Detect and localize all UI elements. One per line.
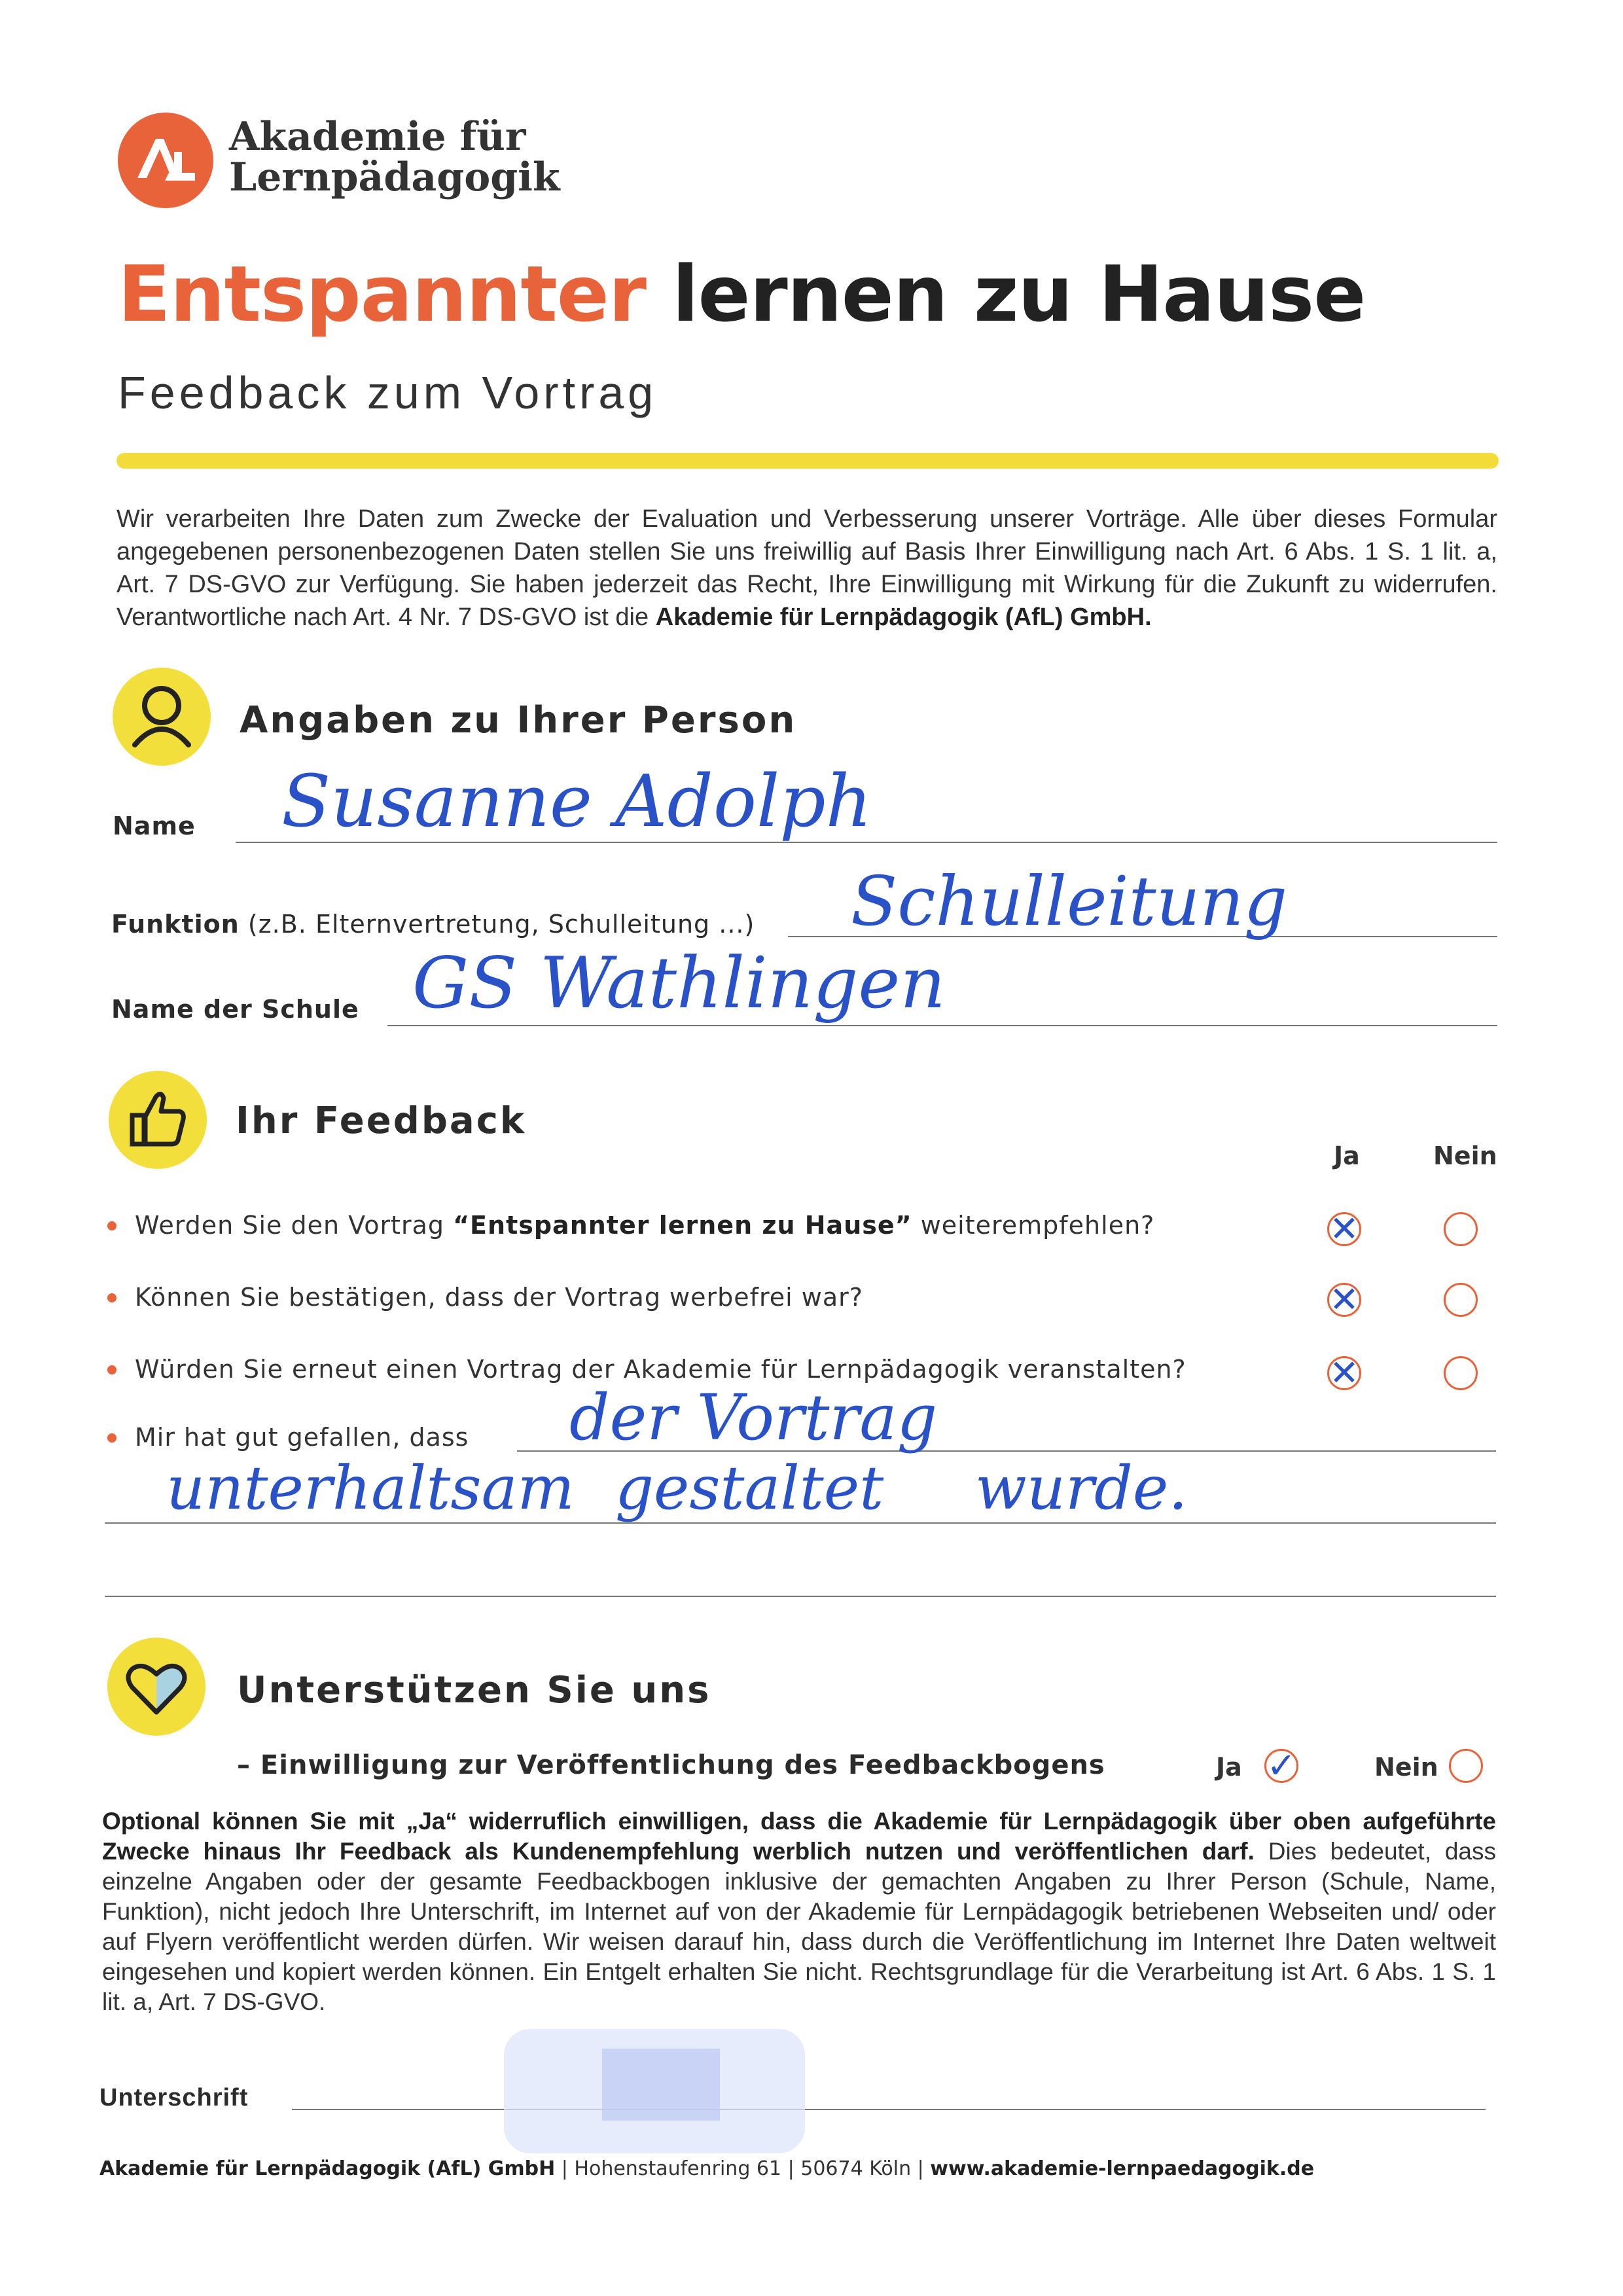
signature-label: Unterschrift <box>99 2084 249 2111</box>
function-label-text: Funktion <box>111 910 240 939</box>
consent-body: Dies bedeutet, dass einzelne Angaben oder der gesamte Feedbackbogen inklusive der gemachten Angaben zu Ihrer Person (Schule, Name, Funktion), nicht jedoch Ihre Unterschrift, im Internet auf von der Akademie für Lernpädagogik betriebenen Webseiten und/ oder auf Flyern veröffentlicht werden dürfen. Wir weisen darauf hin, dass durch die Veröffentlichung im Internet Ihre Daten weltweit eingesehen und kopiert werden können. Ein Entgelt erhalten Sie nicht. Rechtsgrundlage für die Verarbeitung ist Art. 6 Abs. 1 S. 1 lit. a, Art. 7 DS-GVO. <box>102 1838 1496 2015</box>
consent-yes-radio[interactable]: ✓ <box>1264 1749 1298 1783</box>
privacy-intro <box>116 503 1497 634</box>
divider-bar <box>116 453 1499 469</box>
consent-bold: Optional können Sie mit „Ja“ widerruflich einwilligen, dass die Akademie für Lernpädagogik über oben aufgeführte Zwecke hinaus Ihr Feedback als Kundenempfehlung werblich nutzen und veröffentlichen darf. <box>102 1808 1496 1865</box>
brand-line2: Lernpädagogik <box>229 154 560 200</box>
answer-text-1[interactable]: der Vortrag <box>569 1381 938 1454</box>
logo-icon <box>118 113 213 208</box>
function-hint: (z.B. Elternvertretung, Schulleitung ...) <box>239 910 755 939</box>
q2-yes-radio[interactable]: ✕ <box>1327 1283 1361 1317</box>
support-heading: Unterstützen Sie uns <box>237 1669 711 1712</box>
answer-line-3 <box>105 1596 1496 1597</box>
footer-website[interactable]: www.akademie-lernpaedagogik.de <box>930 2157 1315 2180</box>
question-3: Würden Sie erneut einen Vortrag der Akademie für Lernpädagogik veranstalten? <box>135 1355 1186 1384</box>
q2-no-radio[interactable] <box>1444 1283 1478 1317</box>
signature-line <box>292 2109 1486 2110</box>
person-icon <box>113 668 211 766</box>
signature-redacted-core <box>602 2049 720 2121</box>
footer-address: | Hohenstaufenring 61 | 50674 Köln | <box>555 2157 931 2180</box>
function-field[interactable]: Schulleitung <box>851 861 1288 941</box>
bullet <box>107 1293 116 1302</box>
bullet <box>107 1365 116 1374</box>
question-4: Mir hat gut gefallen, dass <box>135 1423 469 1452</box>
page-title <box>118 249 1365 339</box>
feedback-heading: Ihr Feedback <box>236 1100 527 1142</box>
column-yes: Ja <box>1334 1141 1360 1170</box>
consent-no-label: Nein <box>1374 1753 1438 1782</box>
brand-line1: Akademie für <box>229 114 526 160</box>
answer-text-2c[interactable]: wurde. <box>975 1453 1188 1523</box>
q1-no-radio[interactable] <box>1444 1212 1478 1246</box>
consent-text <box>102 1806 1496 2017</box>
consent-yes-label: Ja <box>1216 1753 1242 1782</box>
school-line <box>387 1025 1497 1026</box>
footer <box>99 2157 1314 2180</box>
title-accent: Entspannter <box>118 249 646 339</box>
q1-post: weiterempfehlen? <box>912 1211 1155 1240</box>
q1-bold: “Entspannter lernen zu Hause” <box>453 1211 912 1240</box>
name-label: Name <box>113 812 196 840</box>
bullet <box>107 1433 116 1443</box>
brand-name <box>229 114 560 200</box>
question-2: Können Sie bestätigen, dass der Vortrag werbefrei war? <box>135 1283 863 1312</box>
support-subheading: – Einwilligung zur Veröffentlichung des Feedbackbogens <box>237 1750 1105 1780</box>
page-subtitle: Feedback zum Vortrag <box>118 367 658 418</box>
answer-text-2b[interactable]: gestaltet <box>615 1453 884 1523</box>
q3-yes-radio[interactable]: ✕ <box>1327 1356 1361 1390</box>
q3-no-radio[interactable] <box>1444 1356 1478 1390</box>
title-rest: lernen zu Hause <box>646 249 1366 339</box>
privacy-controller: Akademie für Lernpädagogik (AfL) GmbH. <box>655 603 1152 631</box>
column-no: Nein <box>1433 1141 1497 1170</box>
bullet <box>107 1221 116 1230</box>
consent-no-radio[interactable] <box>1449 1749 1483 1783</box>
question-1 <box>135 1211 1154 1240</box>
name-field[interactable]: Susanne Adolph <box>281 759 872 843</box>
school-label: Name der Schule <box>111 995 359 1024</box>
footer-company: Akademie für Lernpädagogik (AfL) GmbH <box>99 2157 556 2180</box>
q1-pre: Werden Sie den Vortrag <box>135 1211 454 1240</box>
heart-icon <box>107 1638 205 1736</box>
school-field[interactable]: GS Wathlingen <box>412 942 946 1024</box>
thumbs-up-icon <box>109 1071 207 1169</box>
function-label <box>111 910 755 939</box>
answer-text-2a[interactable]: unterhaltsam <box>166 1453 575 1523</box>
person-heading: Angaben zu Ihrer Person <box>240 699 797 742</box>
q1-yes-radio[interactable]: ✕ <box>1327 1212 1361 1246</box>
privacy-text: Wir verarbeiten Ihre Daten zum Zwecke der Evaluation und Verbesserung unserer Vorträge. Alle über dieses Formular angegebenen personenbezogenen Daten stellen Sie uns freiwillig auf Basis Ihrer Einwilligung nach Art. 6 Abs. 1 S. 1 lit. a, Art. 7 DS-GVO zur Verfügung. Sie haben jederzeit das Recht, Ihre Einwilligung mit Wirkung für die Zukunft zu widerrufen. Verantwortliche nach Art. 4 Nr. 7 DS-GVO ist die <box>116 505 1497 631</box>
